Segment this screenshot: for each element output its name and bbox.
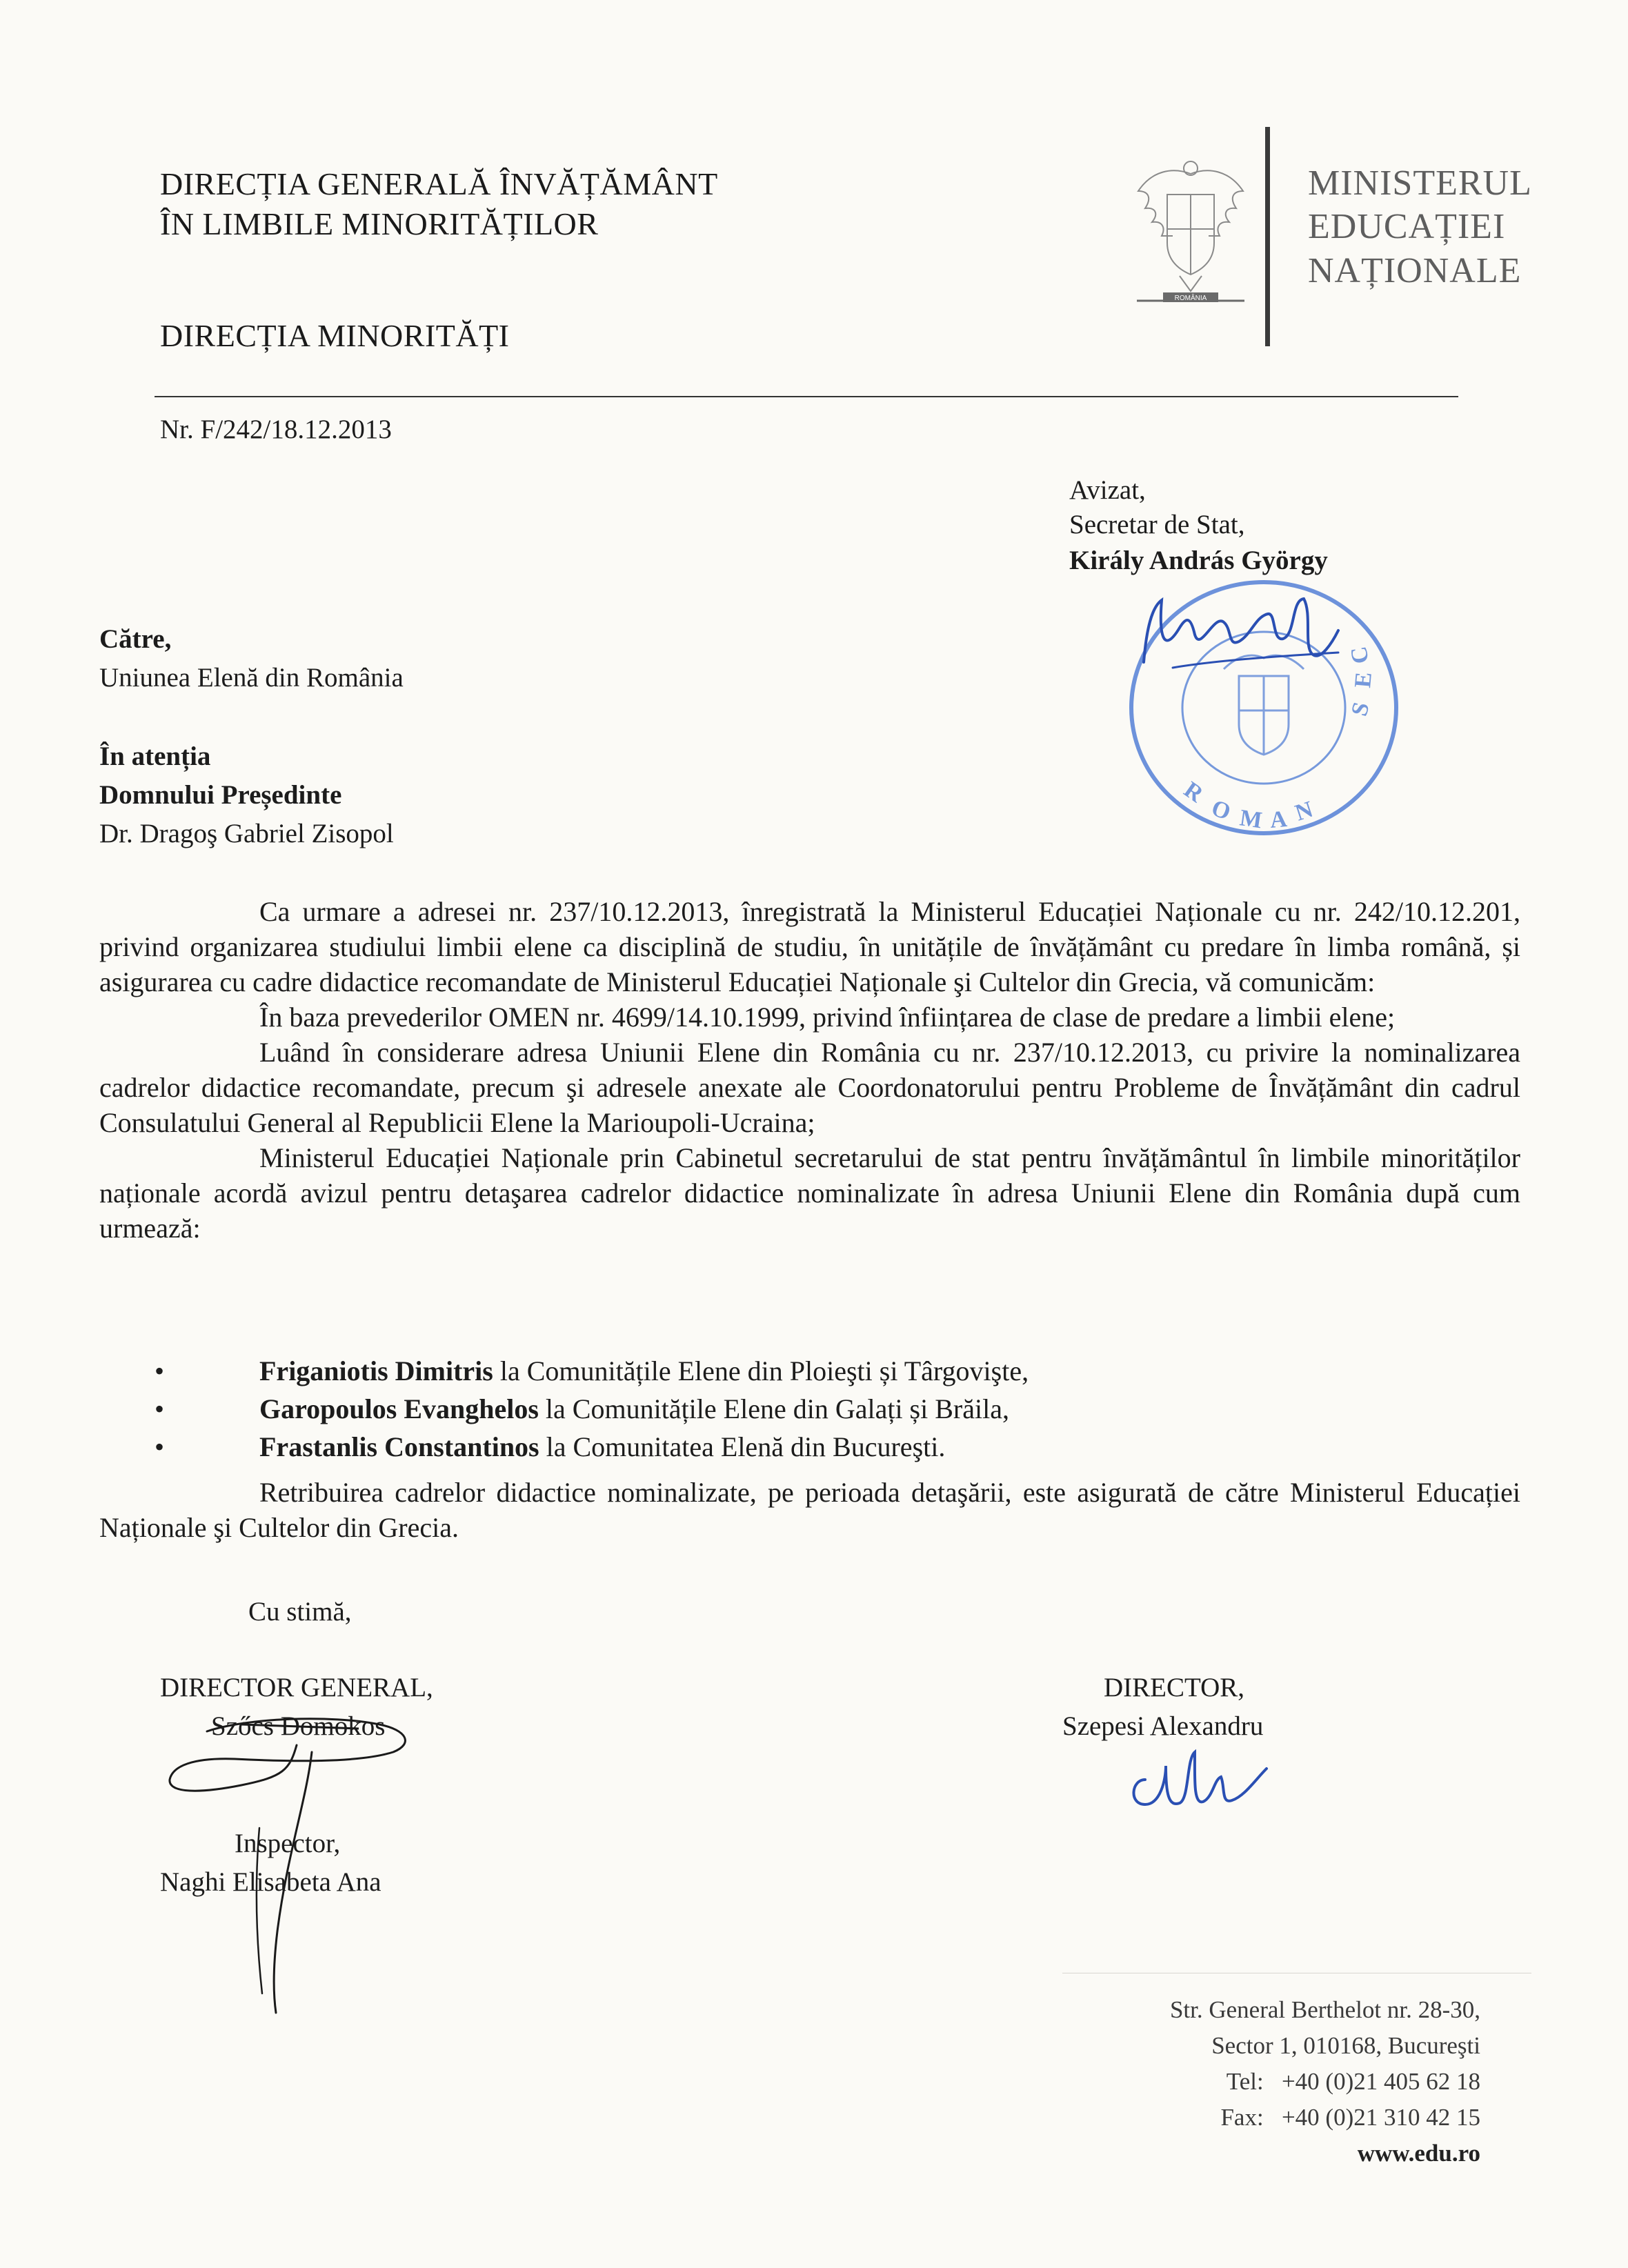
approval-label: Avizat,	[1069, 475, 1146, 505]
svg-text:N: N	[1292, 796, 1316, 826]
bullet-icon: •	[155, 1355, 165, 1386]
footer-address-line-1: Str. General Berthelot nr. 28-30,	[1169, 1996, 1480, 2023]
fax-number: +40 (0)21 310 42 15	[1281, 2104, 1480, 2131]
svg-text:A: A	[1269, 806, 1289, 833]
inspector-title: Inspector,	[235, 1829, 341, 1858]
tel-number: +40 (0)21 405 62 18	[1281, 2068, 1480, 2095]
coat-of-arms-icon	[1131, 153, 1250, 312]
recipient-label: Către,	[99, 624, 172, 654]
svg-text:O: O	[1208, 795, 1234, 826]
directorate-line-2: ÎN LIMBILE MINORITĂȚILOR	[160, 206, 599, 241]
header-rule	[155, 396, 1458, 397]
teacher-assignment: la Comunitățile Elene din Galați și Brăila,	[538, 1393, 1009, 1424]
svg-text:C: C	[1346, 644, 1374, 666]
directorate-sub-header: DIRECȚIA MINORITĂȚI	[160, 318, 510, 353]
director-general-title: DIRECTOR GENERAL,	[160, 1673, 433, 1702]
closing-regards: Cu stimă,	[248, 1597, 352, 1627]
footer-contact	[929, 1992, 1480, 2171]
body-paragraph-1: Ca urmare a adresei nr. 237/10.12.2013, înregistrată la Ministerul Educației Naționale cu nr. 242/10.12.201, privind organizarea studiului limbii elene ca disciplină de studiu, în unitățile de învățământ cu predare în limba română, și asigurarea cu cadre didactice recomandate de Ministerul Educației Naționale şi Cultelor din Grecia, vă comunicăm:	[99, 896, 1520, 997]
svg-text:M: M	[1238, 805, 1264, 834]
list-item	[99, 1390, 1520, 1428]
bullet-icon: •	[155, 1393, 165, 1424]
recipient-organization: Uniunea Elenă din România	[99, 663, 404, 693]
crest-label: ROMÂNIA	[1174, 295, 1207, 302]
bullet-icon: •	[155, 1431, 165, 1462]
recipient-name: Dr. Dragoş Gabriel Zisopol	[99, 819, 394, 848]
svg-text:R: R	[1179, 777, 1208, 808]
svg-text:S: S	[1346, 699, 1375, 719]
recipient-title: Domnului Președinte	[99, 780, 342, 810]
body-paragraph-4: Ministerul Educației Naționale prin Cabinetul secretarului de stat pentru învățământul în limbile minorităților naționale acordă avizul pentru detaşarea cadrelor didactice nominalizate în adresa Uniunii Elene din România după cum urmează:	[99, 1142, 1520, 1244]
footer-address-line-2: Sector 1, 010168, Bucureşti	[1211, 2032, 1480, 2059]
attention-label: În atenția	[99, 742, 211, 771]
ministry-line-2: EDUCAȚIEI	[1308, 207, 1506, 247]
list-item	[99, 1352, 1520, 1390]
ministry-line-3: NAȚIONALE	[1308, 250, 1522, 290]
fax-label: Fax:	[1220, 2104, 1264, 2131]
teacher-name: Friganiotis Dimitris	[259, 1355, 493, 1386]
reference-number: Nr. F/242/18.12.2013	[160, 415, 392, 444]
director-general-signature	[152, 1704, 441, 2021]
body-paragraph-5: Retribuirea cadrelor didactice nominalizate, pe perioada detaşării, este asigurată de către Ministerul Educației Naționale şi Cultelor din Grecia.	[99, 1477, 1520, 1543]
director-name: Szepesi Alexandru	[1062, 1711, 1264, 1741]
directorate-line-1: DIRECȚIA GENERALĂ ÎNVĂȚĂMÂNT	[160, 166, 718, 201]
ministry-name	[1308, 161, 1532, 292]
ministry-line-1: MINISTERUL	[1308, 163, 1532, 203]
teacher-name: Frastanlis Constantinos	[259, 1431, 539, 1462]
body-paragraph-2: În baza prevederilor OMEN nr. 4699/14.10.1999, privind înființarea de clase de predare a limbii elene;	[259, 1002, 1396, 1033]
approval-name: Király András György	[1069, 546, 1328, 575]
state-secretary-signature	[1131, 586, 1380, 704]
footer-fax	[929, 2100, 1480, 2136]
inspector-name: Naghi Elisabeta Ana	[160, 1867, 381, 1897]
tel-label: Tel:	[1226, 2068, 1264, 2095]
ministry-divider	[1265, 127, 1270, 346]
director-signature	[1118, 1738, 1283, 1821]
list-item	[99, 1428, 1520, 1466]
teacher-name: Garopoulos Evanghelos	[259, 1393, 539, 1424]
directorate-header	[160, 164, 718, 243]
approval-role: Secretar de Stat,	[1069, 510, 1245, 539]
teacher-assignment: la Comunitatea Elenă din Bucureşti.	[539, 1431, 946, 1462]
director-title: DIRECTOR,	[1104, 1673, 1245, 1702]
letter-body-closing	[99, 1475, 1520, 1545]
svg-text:E: E	[1350, 670, 1377, 689]
teacher-list	[99, 1352, 1520, 1466]
body-paragraph-3: Luând în considerare adresa Uniunii Elene din România cu nr. 237/10.12.2013, cu privire la nominalizarea cadrelor didactice recomandate, precum şi adresele anexate ale Coordonatorului pentru Probleme de Învățământ din cadrul Consulatului General al Republicii Elene la Marioupoli-Ucraina;	[99, 1037, 1520, 1138]
footer-website: www.edu.ro	[1357, 2140, 1480, 2167]
director-general-name: Szőcs Domokos	[211, 1711, 386, 1741]
letter-body	[99, 894, 1520, 1246]
footer-tel	[929, 2064, 1480, 2100]
teacher-assignment: la Comunitățile Elene din Ploieşti și Târgovişte,	[493, 1355, 1029, 1386]
